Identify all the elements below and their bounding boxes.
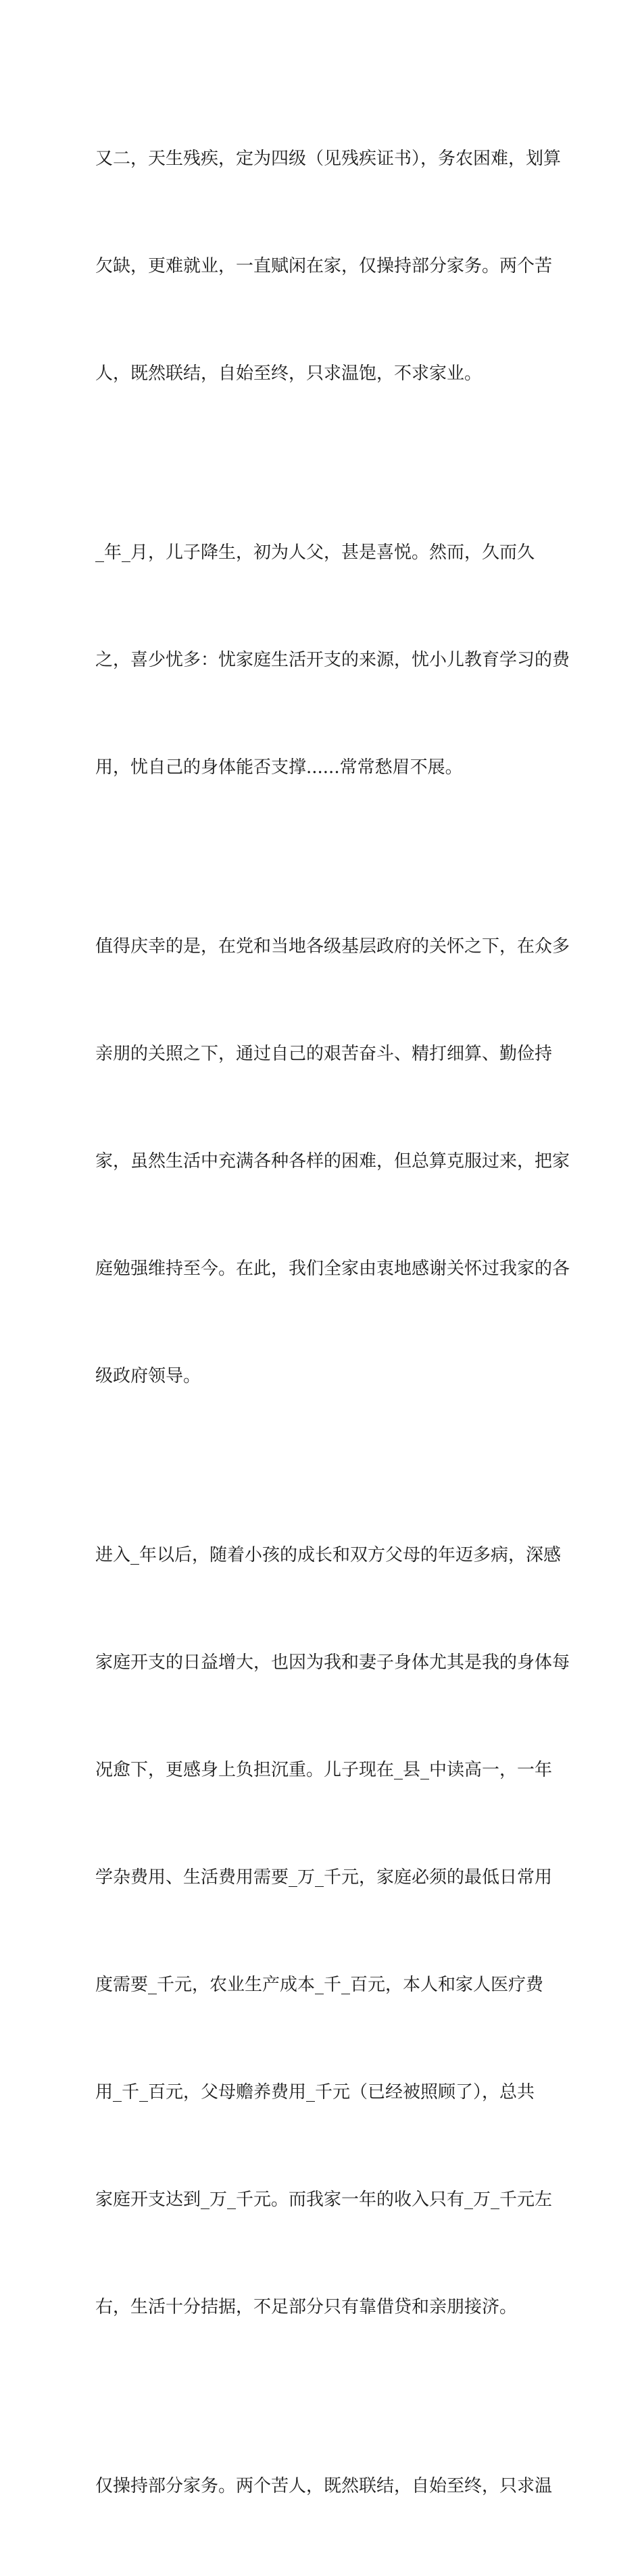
text-line: 家庭开支达到_万_千元。而我家一年的收入只有_万_千元左 — [95, 2190, 553, 2210]
paragraph-repeat — [95, 2397, 555, 2576]
paragraph-disability — [95, 70, 562, 463]
text-line: _年_月，儿子降生，初为人父，甚是喜悦。然而，久而久 — [95, 542, 535, 563]
text-line: 右，生活十分拮据，不足部分只有靠借贷和亲朋接济。 — [95, 2297, 518, 2317]
text-line: 用，忧自己的身体能否支撑......常常愁眉不展。 — [95, 757, 463, 778]
text-line: 又二，天生残疾，定为四级（见残疾证书），务农困难，划算 — [95, 149, 562, 169]
text-line: 人，既然联结，自始至终，只求温饱，不求家业。 — [95, 363, 483, 384]
text-line: 进入_年以后，随着小孩的成长和双方父母的年迈多病，深感 — [95, 1545, 562, 1565]
text-line: 值得庆幸的是，在党和当地各级基层政府的关怀之下，在众多 — [95, 936, 570, 957]
text-line: 仅操持部分家务。两个苦人，既然联结，自始至终，只求温 — [95, 2476, 553, 2496]
text-line: 度需要_千元，农业生产成本_千_百元，本人和家人医疗费 — [95, 1975, 544, 1995]
text-line: 亲朋的关照之下，通过自己的艰苦奋斗、精打细算、勤俭持 — [95, 1044, 553, 1064]
text-line: 家，虽然生活中充满各种各样的困难，但总算克服过来，把家 — [95, 1151, 570, 1171]
paragraph-gratitude — [95, 857, 570, 1466]
text-line: 之，喜少忧多：忧家庭生活开支的来源，忧小儿教育学习的费 — [95, 650, 570, 670]
document-body — [95, 70, 570, 2576]
text-line: 家庭开支的日益增大，也因为我和妻子身体尤其是我的身体每 — [95, 1652, 570, 1673]
text-line: 学杂费用、生活费用需要_万_千元，家庭必须的最低日常用 — [95, 1867, 553, 1888]
text-line: 级政府领导。 — [95, 1366, 201, 1386]
paragraph-expenses — [95, 1466, 570, 2397]
text-line: 庭勉强维持至今。在此，我们全家由衷地感谢关怀过我家的各 — [95, 1259, 570, 1279]
text-line: 用_千_百元，父母赡养费用_千元（已经被照顾了），总共 — [95, 2082, 535, 2102]
paragraph-son-born — [95, 463, 570, 857]
text-line: 欠缺，更难就业，一直赋闲在家，仅操持部分家务。两个苦 — [95, 256, 553, 276]
text-line: 况愈下，更感身上负担沉重。儿子现在_县_中读高一，一年 — [95, 1760, 553, 1780]
